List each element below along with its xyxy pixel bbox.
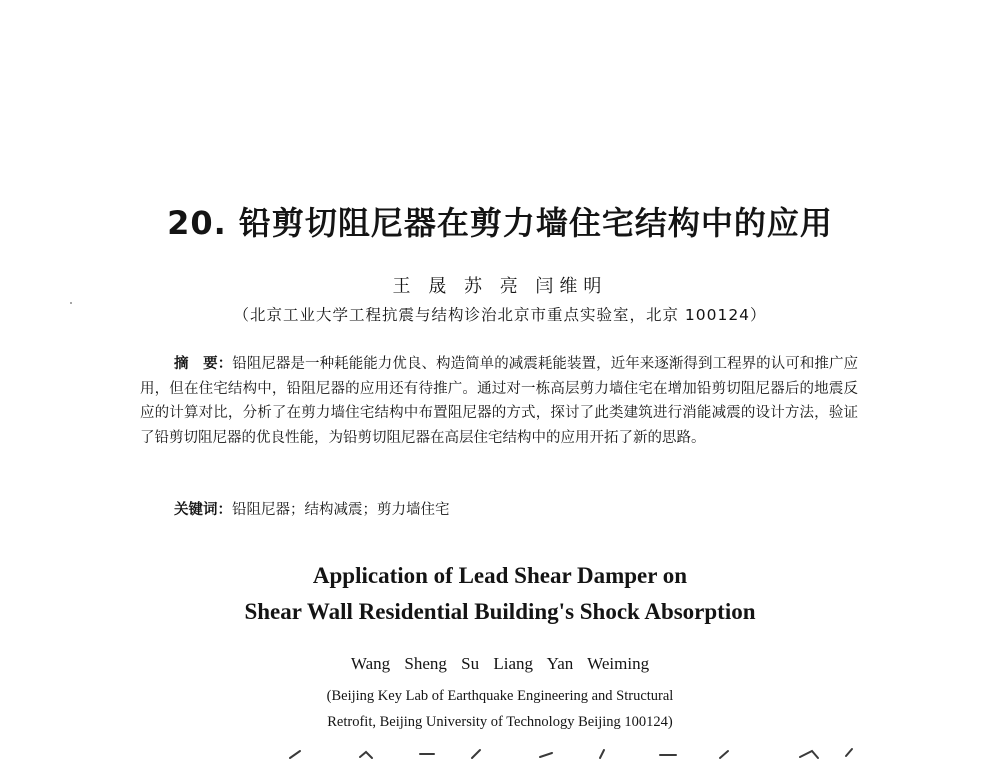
cut-off-text-strokes	[0, 742, 1000, 760]
paper-title-english	[0, 558, 1000, 630]
authors-english: Wang Sheng Su Liang Yan Weiming	[350, 654, 650, 673]
keywords-chinese	[174, 499, 854, 521]
affiliation-english-line-1: (Beijing Key Lab of Earthquake Engineering and Structural	[326, 688, 674, 704]
title-english-line-2: Shear Wall Residential Building's Shock Absorption	[244, 599, 756, 624]
abstract-chinese	[140, 352, 858, 450]
affiliation-english	[0, 683, 1000, 735]
authors-chinese: 王 晟 苏 亮 闫维明	[392, 276, 608, 297]
abstract-label: 摘 要：	[174, 356, 233, 372]
scan-speck	[70, 302, 72, 304]
title-english-line-1: Application of Lead Shear Damper on	[312, 563, 688, 588]
paper-title-chinese: 20. 铅剪切阻尼器在剪力墙住宅结构中的应用	[167, 204, 833, 242]
affiliation-english-line-2: Retrofit, Beijing University of Technology Beijing 100124)	[327, 714, 673, 730]
abstract-text: 铅阻尼器是一种耗能能力优良、构造简单的减震耗能装置，近年来逐渐得到工程界的认可和推广应用，但在住宅结构中，铅阻尼器的应用还有待推广。通过对一栋高层剪力墙住宅在增加铅剪切阻尼器后的地震反应的计算对比，分析了在剪力墙住宅结构中布置阻尼器的方式，探讨了此类建筑进行消能减震的设计方法，验证了铅剪切阻尼器的优良性能，为铅剪切阻尼器在高层住宅结构中的应用开拓了新的思路。	[140, 356, 858, 446]
affiliation-chinese: （北京工业大学工程抗震与结构诊治北京市重点实验室，北京 100124）	[233, 306, 767, 324]
keywords-label: 关键词：	[174, 502, 232, 518]
keywords-text: 铅阻尼器；结构减震；剪力墙住宅	[232, 502, 450, 518]
